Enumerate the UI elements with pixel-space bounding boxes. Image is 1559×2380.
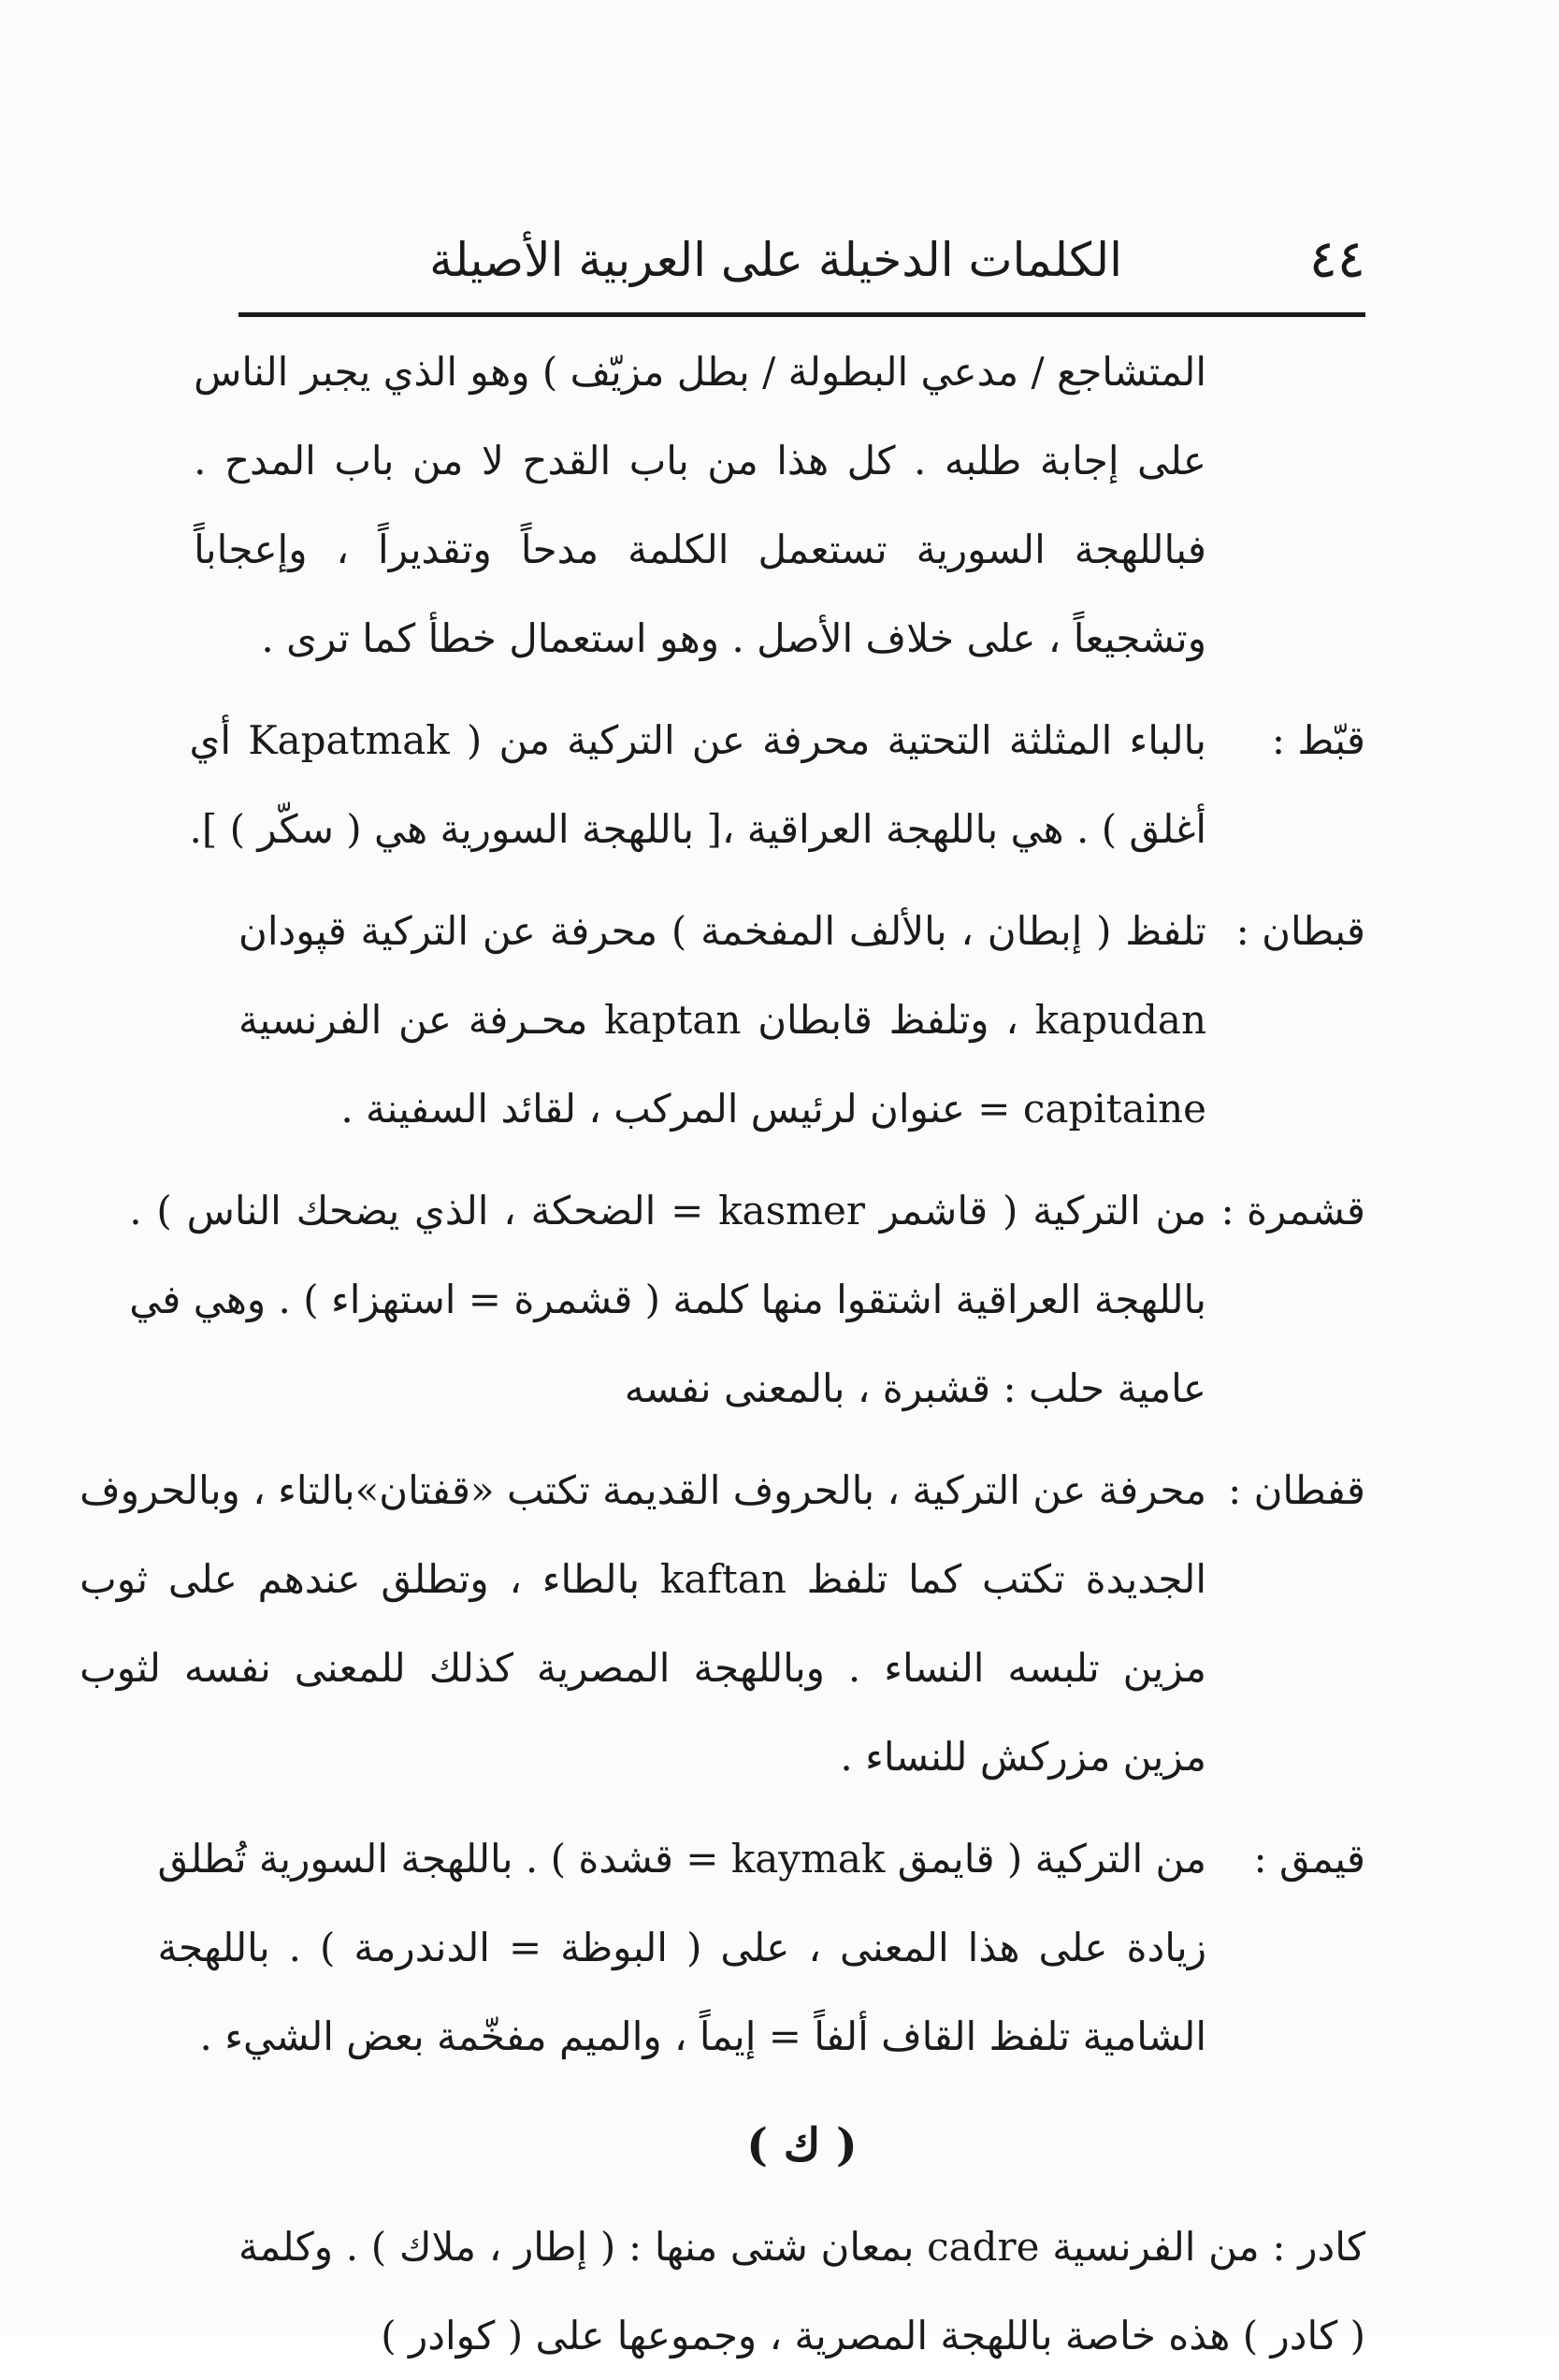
text-line: مزين تلبسه النساء . وباللهجة المصرية كذلك للمعنى نفسه لثوب <box>79 1645 1206 1691</box>
dictionary-entry <box>157 1814 1365 2081</box>
text-line: فباللهجة السورية تستعمل الكلمة مدحاً وتقديراً ، وإعجاباً <box>194 526 1206 572</box>
text-line: عامية حلب : قشبرة ، بالمعنى نفسه <box>624 1365 1206 1411</box>
text-line: زيادة على هذا المعنى ، على ( البوظة = الدندرمة ) . باللهجة <box>157 1925 1206 1970</box>
text-line: بالباء المثلثة التحتية محرفة عن التركية من ( Kapatmak أي <box>189 717 1206 763</box>
text-line: كادر : من الفرنسية cadre بمعان شتى منها : ( إطار ، ملاك ) . وكلمة <box>238 2224 1365 2270</box>
text-line: مزين مزركش للنساء . <box>840 1734 1206 1780</box>
definition <box>157 1814 1206 2081</box>
headword: قشمرة : <box>1220 1188 1365 1233</box>
dictionary-entry-kadir <box>238 2202 1365 2380</box>
text-line: أغلق ) . هي باللهجة العراقية ،[ باللهجة السورية هي ( سكّر ) ]. <box>189 806 1206 852</box>
text-line: من التركية ( قاشمر kasmer = الضحكة ، الذي يضحك الناس ) . <box>129 1188 1206 1233</box>
dictionary-entry <box>129 1166 1365 1433</box>
text-line: الجديدة تكتب كما تلفظ kaftan بالطاء ، وتطلق عندهم على ثوب <box>79 1556 1206 1602</box>
header-rule <box>238 312 1365 317</box>
text-line: وتشجيعاً ، على خلاف الأصل . وهو استعمال خطأ كما ترى . <box>261 615 1206 661</box>
running-title: الكلمات الدخيلة على العربية الأصيلة <box>429 233 1122 287</box>
headword: قبطان : <box>1235 908 1365 954</box>
text-line: محرفة عن التركية ، بالحروف القديمة تكتب «قفتان»بالتاء ، وبالحروف <box>79 1467 1206 1513</box>
text-line: ( كادر ) هذه خاصة باللهجة المصرية ، وجموعها على ( كوادر ) <box>381 2313 1365 2358</box>
headword: قبّط : <box>1271 717 1365 763</box>
dictionary-entry <box>238 887 1365 1153</box>
text-line: من التركية ( قايمق kaymak = قشدة ) . باللهجة السورية تُطلق <box>157 1836 1206 1882</box>
definition <box>238 887 1206 1153</box>
section-heading-letter: ( ك ) <box>746 2119 858 2171</box>
text-line: المتشاجع / مدعي البطولة / بطل مزيّف ) وهو الذي يجبر الناس <box>194 349 1206 395</box>
text-line: الشامية تلفظ القاف ألفاً = إيماً ، والميم مفخّمة بعض الشيء . <box>199 2013 1206 2059</box>
text-line: kapudan ، وتلفظ قابطان kaptan محـرفة عن الفرنسية <box>238 997 1206 1043</box>
continuation-paragraph <box>194 327 1365 683</box>
definition <box>129 1166 1206 1433</box>
text-line: باللهجة العراقية اشتقوا منها كلمة ( قشمرة = استهزاء ) . وهي في <box>129 1277 1206 1322</box>
headword: قيمق : <box>1253 1836 1365 1882</box>
dictionary-entry <box>189 696 1365 873</box>
headword: قفطان : <box>1228 1467 1365 1513</box>
definition <box>194 327 1206 683</box>
text-line: على إجابة طلبه . كل هذا من باب القدح لا من باب المدح . <box>194 438 1206 483</box>
headword-spacer <box>1206 327 1365 683</box>
dictionary-entry <box>79 1446 1365 1801</box>
text-line: capitaine = عنوان لرئيس المركب ، لقائد السفينة . <box>340 1086 1206 1132</box>
definition <box>79 1446 1206 1801</box>
page-body <box>79 327 1365 2380</box>
text-line: تلفظ ( إبطان ، بالألف المفخمة ) محرفة عن التركية قپودان <box>238 908 1206 954</box>
page-header <box>238 223 1365 307</box>
page-number: ٤٤ <box>1308 229 1365 290</box>
definition <box>190 696 1207 873</box>
